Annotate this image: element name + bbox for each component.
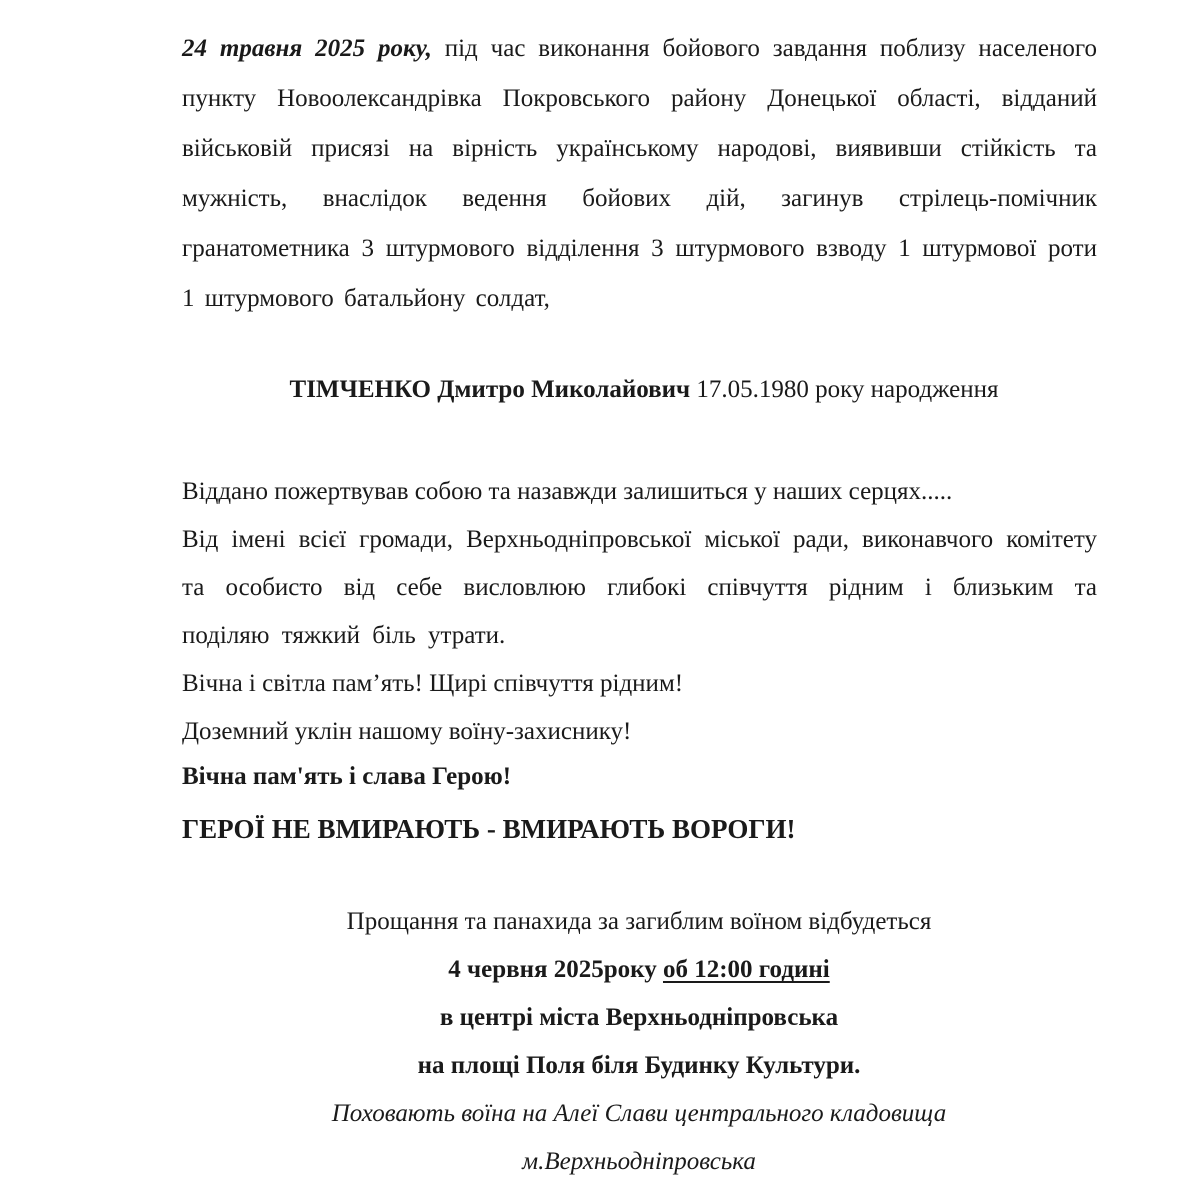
farewell-block [0,898,1192,1186]
intro-paragraph [182,24,1097,324]
farewell-place-1: в центрі міста Верхньодніпровська [439,1004,839,1031]
condolence-line-2: Від імені всієї громади, Верхньодніпровської міської ради, виконавчого комітету та особисто від себе висловлюю глибокі співчуття рідним і близьким та поділяю тяжкий біль утрати. [182,526,1097,649]
hero-birth-date: 17.05.1980 року народження [696,376,999,403]
death-date: 24 травня 2025 року, [182,35,432,62]
hero-name-line [0,365,1192,415]
condolence-line-4: Доземний уклін нашому воїну-захиснику! [182,718,632,745]
heroes-slogan: ГЕРОЇ НЕ ВМИРАЮТЬ - ВМИРАЮТЬ ВОРОГИ! [182,814,796,844]
farewell-place-2: на площі Поля біля Будинку Культури. [417,1052,861,1079]
burial-line-2: м.Верхньодніпровська [522,1148,756,1175]
condolence-line-3: Вічна і світла пам’ять! Щирі співчуття рідним! [182,670,684,697]
glory-slogan: Вічна пам'ять і слава Герою! [182,763,512,790]
farewell-time: об 12:00 годині [662,956,830,983]
intro-text: під час виконання бойового завдання поблизу населеного пункту Новоолександрівка Покровського району Донецької області, відданий військовій присязі на вірність українському народові, виявивши стійкість та мужність, внаслідок ведення бойових дій, загинув стрілець-помічник гранатометника 3 штурмового відділення 3 штурмового взводу 1 штурмової роти 1 штурмового батальйону солдат, [182,35,1097,312]
condolence-line-1: Віддано пожертвував собою та назавжди залишиться у наших серцях..... [182,478,953,505]
hero-given-names: Дмитро Миколайович [437,376,691,403]
farewell-datetime [86,946,1192,994]
burial-line-1: Поховають воїна на Алеї Слави центрального кладовища [331,1100,947,1127]
farewell-date: 4 червня 2025року [448,956,657,983]
hero-surname: ТІМЧЕНКО [289,376,431,403]
farewell-intro: Прощання та панахида за загиблим воїном відбудеться [346,908,932,935]
slogans-block [182,753,1097,857]
condolence-block [182,468,1097,756]
